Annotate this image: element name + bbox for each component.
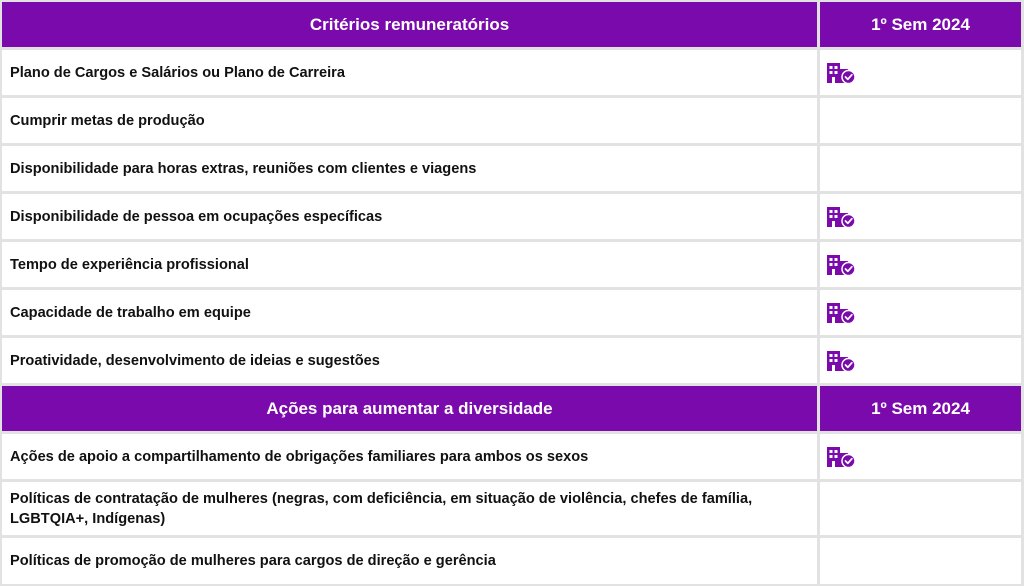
row-status-cell — [820, 338, 1021, 383]
row-label: Políticas de contratação de mulheres (negras, com deficiência, em situação de violência, chefes de família, LGBTQIA+, Indígenas) — [2, 482, 817, 535]
table-header — [0, 2, 1024, 47]
header-criteria-label: Critérios remuneratórios — [2, 2, 817, 47]
row-label: Disponibilidade para horas extras, reuniões com clientes e viagens — [2, 146, 817, 191]
table-row — [0, 50, 1024, 95]
building-check-icon — [827, 350, 856, 372]
table-row — [0, 538, 1024, 584]
row-label: Proatividade, desenvolvimento de ideias e sugestões — [2, 338, 817, 383]
table-row — [0, 434, 1024, 479]
table-row — [0, 194, 1024, 239]
table-row — [0, 242, 1024, 287]
row-label: Plano de Cargos e Salários ou Plano de Carreira — [2, 50, 817, 95]
row-label: Cumprir metas de produção — [2, 98, 817, 143]
table-row — [0, 146, 1024, 191]
table-row — [0, 98, 1024, 143]
row-label: Capacidade de trabalho em equipe — [2, 290, 817, 335]
header-period: 1º Sem 2024 — [820, 2, 1021, 47]
row-status-cell — [820, 242, 1021, 287]
table-row — [0, 482, 1024, 535]
row-status-cell — [820, 482, 1021, 535]
header-diversity-label: Ações para aumentar a diversidade — [2, 386, 817, 431]
row-status-cell — [820, 290, 1021, 335]
row-status-cell — [820, 434, 1021, 479]
row-label: Ações de apoio a compartilhamento de obrigações familiares para ambos os sexos — [2, 434, 817, 479]
row-label: Políticas de promoção de mulheres para cargos de direção e gerência — [2, 538, 817, 584]
building-check-icon — [827, 254, 856, 276]
row-status-cell — [820, 146, 1021, 191]
building-check-icon — [827, 206, 856, 228]
row-status-cell — [820, 538, 1021, 584]
building-check-icon — [827, 302, 856, 324]
building-check-icon — [827, 62, 856, 84]
row-status-cell — [820, 50, 1021, 95]
table-row — [0, 338, 1024, 383]
header-period: 1º Sem 2024 — [820, 386, 1021, 431]
table-row — [0, 290, 1024, 335]
row-status-cell — [820, 194, 1021, 239]
row-status-cell — [820, 98, 1021, 143]
row-label: Disponibilidade de pessoa em ocupações específicas — [2, 194, 817, 239]
building-check-icon — [827, 446, 856, 468]
row-label: Tempo de experiência profissional — [2, 242, 817, 287]
section-header-diversity — [0, 386, 1024, 431]
